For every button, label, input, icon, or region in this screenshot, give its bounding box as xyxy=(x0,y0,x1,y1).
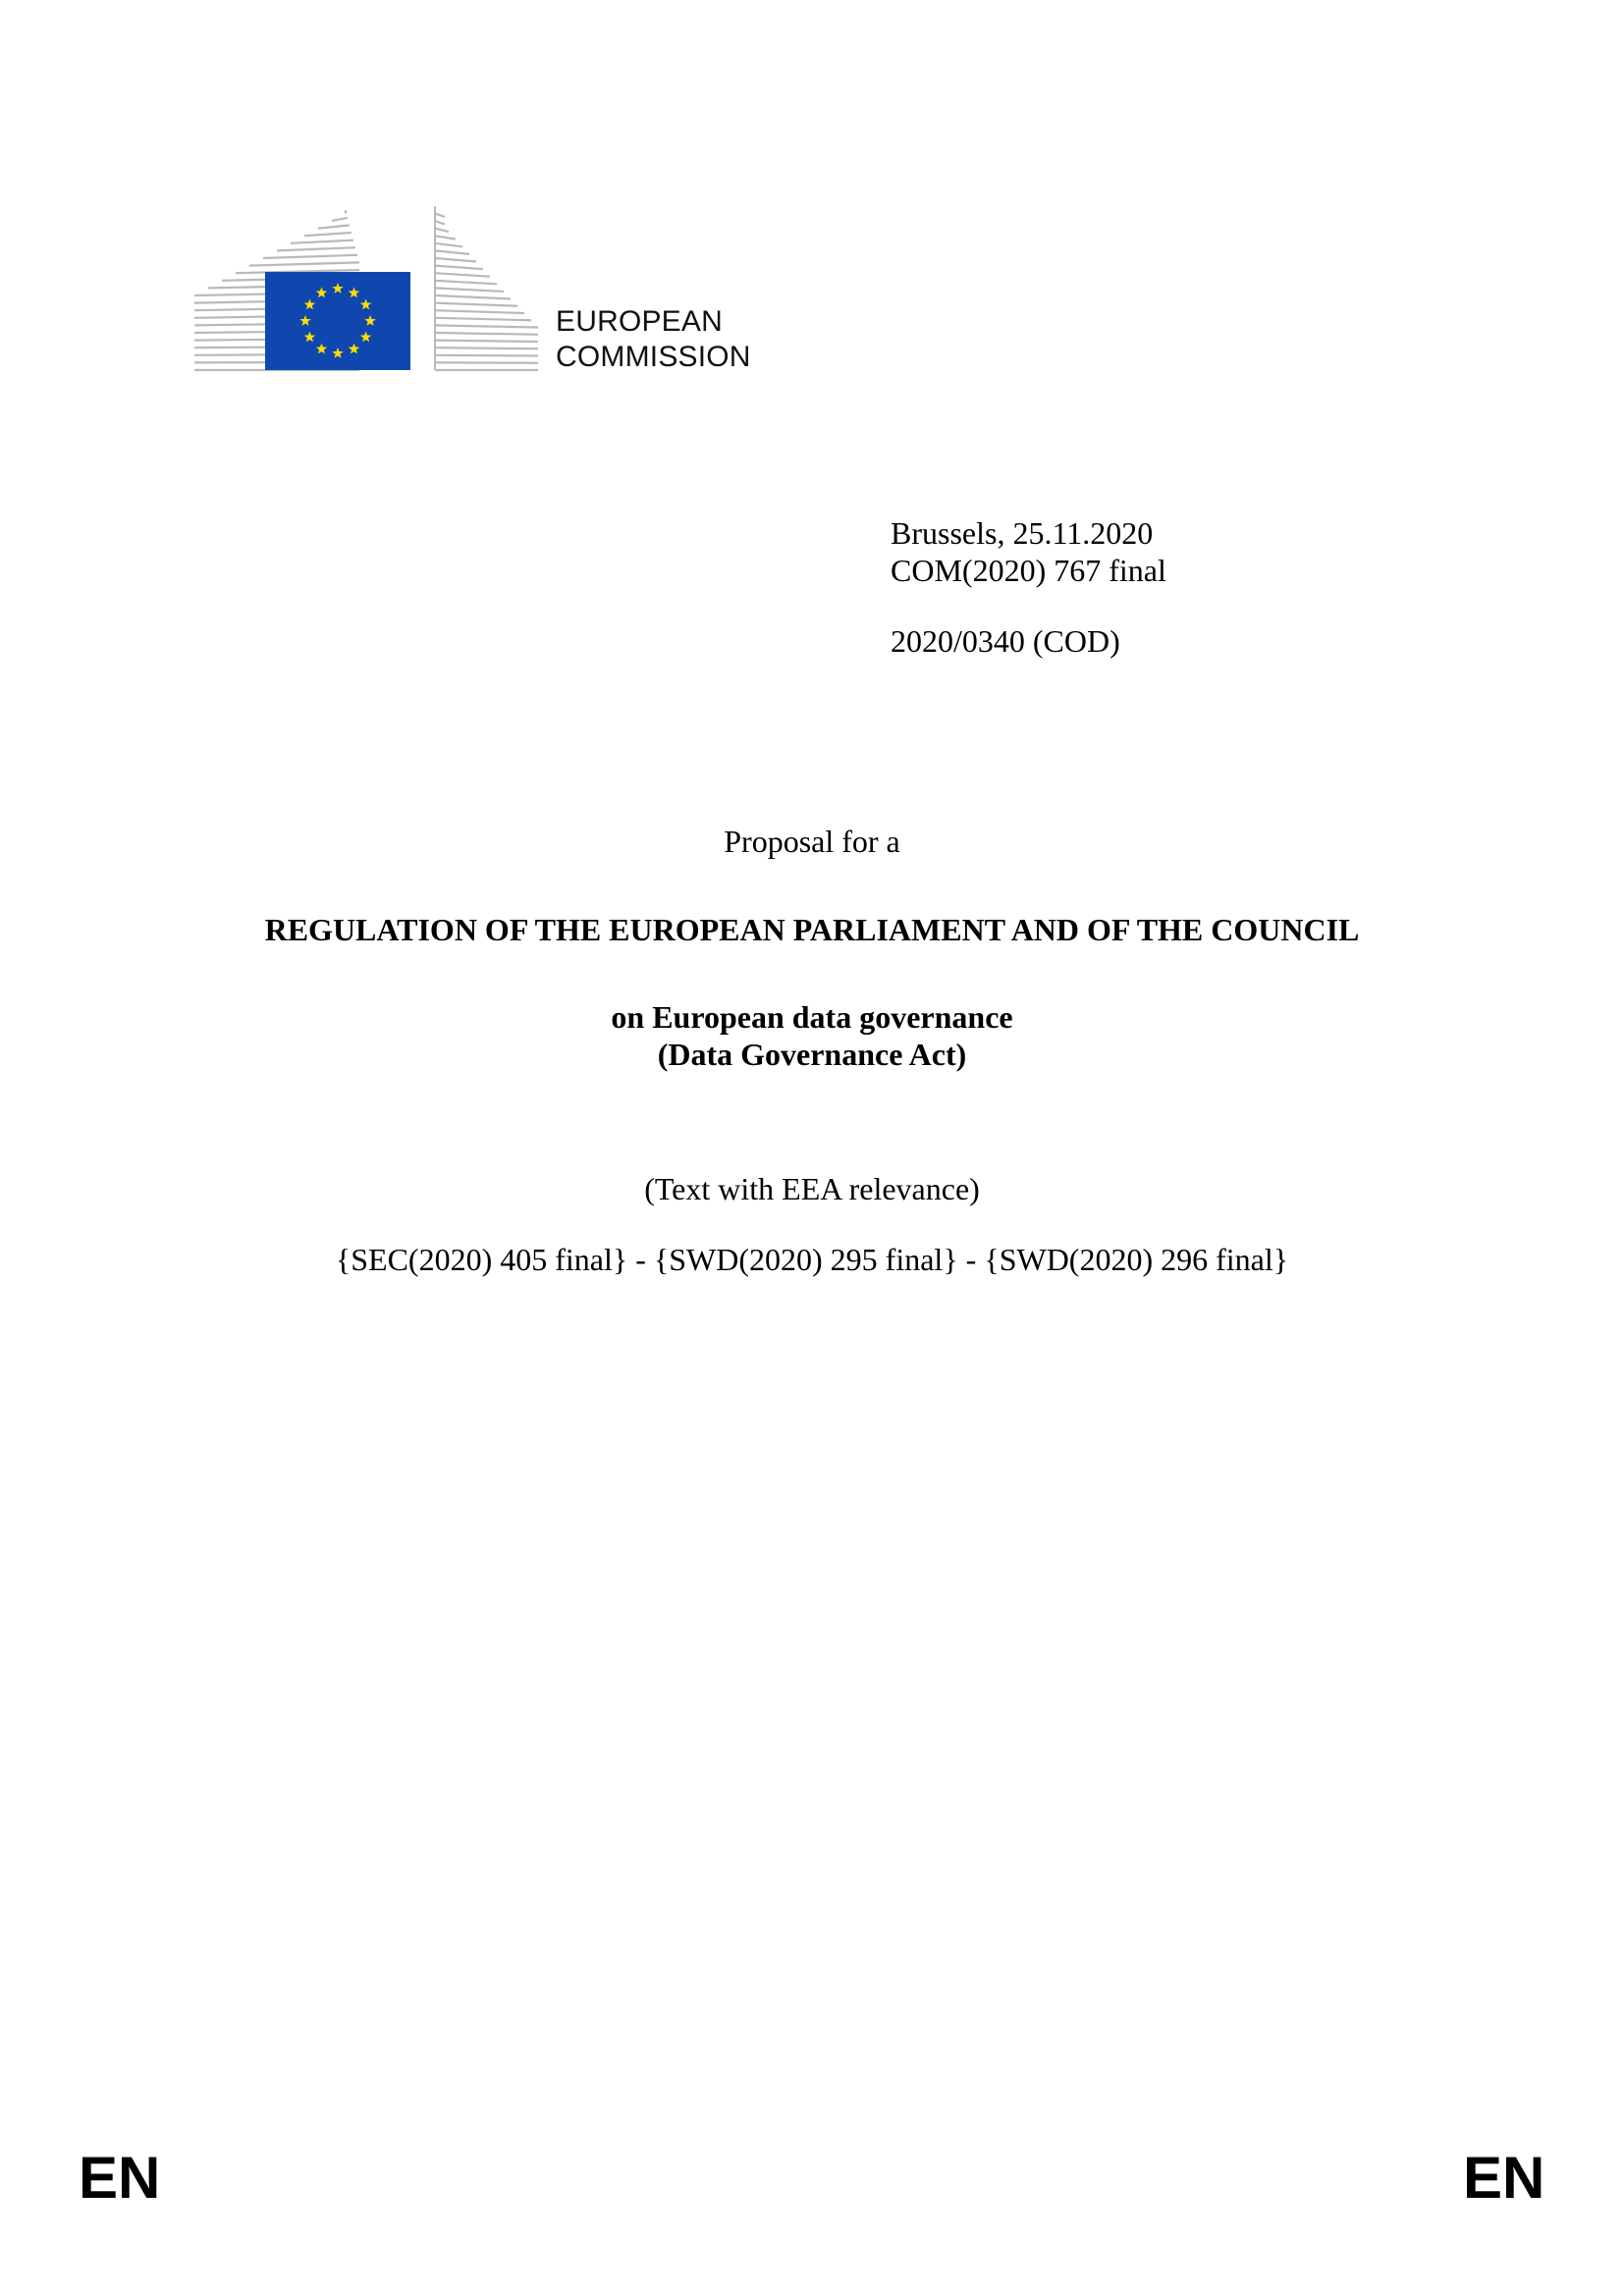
building-line xyxy=(435,266,483,270)
building-line xyxy=(263,255,357,258)
subject-line-1: on European data governance xyxy=(611,999,1013,1035)
title-intro: Proposal for a xyxy=(724,824,900,859)
building-line xyxy=(435,213,445,217)
subject-line-2: (Data Governance Act) xyxy=(657,1037,967,1072)
org-name-line2: COMMISSION xyxy=(556,341,751,373)
building-line xyxy=(435,341,538,342)
building-line xyxy=(435,258,476,262)
building-line xyxy=(318,225,350,228)
document-meta xyxy=(891,514,1166,660)
building-line xyxy=(291,240,353,243)
building-line xyxy=(435,250,469,254)
eea-relevance: (Text with EEA relevance) xyxy=(644,1171,980,1206)
building-line xyxy=(435,318,531,320)
building-line xyxy=(249,262,359,265)
building-line xyxy=(435,303,517,306)
building-line xyxy=(435,281,497,285)
place-date: Brussels, 25.11.2020 xyxy=(891,515,1154,551)
building-line xyxy=(435,236,456,240)
building-line xyxy=(435,333,538,335)
procedure-reference: 2020/0340 (COD) xyxy=(891,623,1120,659)
european-commission-logo xyxy=(194,201,540,373)
building-line xyxy=(435,243,462,247)
building-line xyxy=(435,273,490,277)
building-line xyxy=(435,347,538,348)
building-line xyxy=(435,295,511,299)
language-code-left: EN xyxy=(79,2145,161,2211)
org-name-line1: EUROPEAN xyxy=(556,305,723,338)
organisation-name xyxy=(556,304,751,375)
building-line xyxy=(435,310,524,313)
language-code-right: EN xyxy=(1463,2145,1545,2211)
building-line xyxy=(332,218,348,221)
building-line xyxy=(435,229,449,233)
building-line xyxy=(435,355,538,356)
building-line xyxy=(435,221,445,225)
building-line xyxy=(435,325,538,327)
related-documents: {SEC(2020) 405 final} - {SWD(2020) 295 final} - {SWD(2020) 296 final} xyxy=(335,1242,1289,1277)
building-line xyxy=(304,233,352,236)
building-right-graphic xyxy=(435,206,538,370)
document-reference: COM(2020) 767 final xyxy=(891,553,1166,588)
building-line xyxy=(435,288,504,292)
building-line xyxy=(277,247,355,250)
regulation-title: REGULATION OF THE EUROPEAN PARLIAMENT AND OF THE COUNCIL xyxy=(264,912,1360,947)
